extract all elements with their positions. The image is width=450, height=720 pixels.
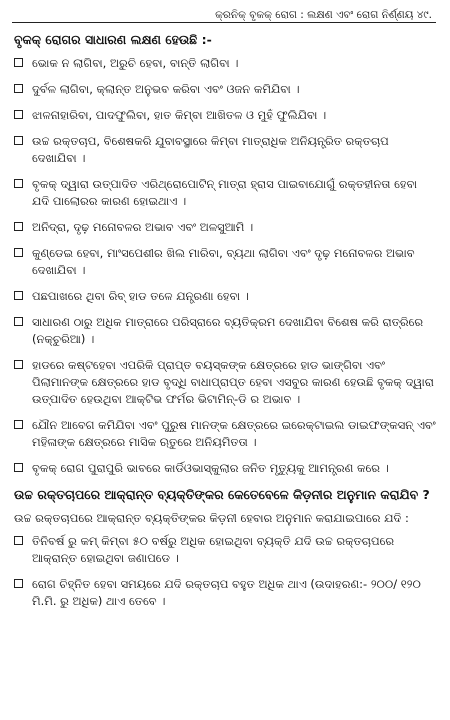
checkbox-icon <box>14 222 23 231</box>
list-item <box>12 533 436 567</box>
list-item-text: ହାଡରେ କଷ୍ଟହେବା ଏପରିକି ପ୍ରାପ୍ତ ବୟସ୍କଙ୍କ କ୍ଷେତ୍ରରେ ହାଡ ଭାଙ୍ଗିବା ଏବଂ ପିଲାମାନଙ୍କ କ୍ଷେତ୍ରରେ ହାଡ ବୃଦ୍ଧି ବାଧାପ୍ରାପ୍ତ ହେବା ଏସବୁର କାରଣ ହେଉଛି ବୃକକ୍ ଦ୍ୱାରା ଉତ୍ପାଦିତ ହେଉଥିବା ଆକ୍ଟିଭ ଫର୍ମର ଭିଟାମିନ୍-ଡି ର ଅଭାବ । <box>32 358 434 406</box>
list-item-text: ଭୋକ ନ ଲାଗିବା, ଅରୁଚି ହେବା, ବାନ୍ତି ଲାଗିବା । <box>32 56 239 70</box>
hypertension-list <box>12 533 436 610</box>
hypertension-heading: ଉଚ୍ଚ ରକ୍ତଚାପରେ ଆକ୍ରାନ୍ତ ବ୍ୟକ୍ତିଙ୍କର କେତେବେଳେ କିଡ଼ନୀର ଅନୁମାନ କରାଯିବ ? <box>14 487 430 502</box>
list-item-text: କୁଣ୍ଡେଇ ହେବା, ମାଂସପେଶୀର ଖିଲ ମାରିବା, ବ୍ୟଥା ଲାଗିବା ଏବଂ ଦୃଢ଼ ମନୋବଳର ଅଭାବ ଦେଖାଯିବା । <box>32 246 415 277</box>
checkbox-icon <box>14 84 23 93</box>
list-item-text: ଝାଳନାହାରିବା, ପାଦଫୁଲିବା, ହାତ କିମ୍ବା ଆଖିତଳ ଓ ମୁହଁ ଫୁଲିଯିବା । <box>32 108 327 122</box>
list-item <box>12 460 436 477</box>
list-item <box>12 81 436 98</box>
checkbox-icon <box>14 248 23 257</box>
hypertension-section <box>12 486 436 610</box>
list-item-text: ତିନିବର୍ଷ ରୁ କମ୍ କିମ୍ବା ୫୦ ବର୍ଷରୁ ଅଧିକ ହୋଇଥିବା ବ୍ୟକ୍ତି ଯଦି ଉଚ୍ଚ ରକ୍ତଚାପରେ ଆକ୍ରାନ୍ତ ହୋଇଥିବା ଜଣାପଡେ । <box>32 534 395 565</box>
list-item-text: ପଛପାଖରେ ଥିବା ରିବ୍ ହାଡ ତଳେ ଯନ୍ତ୍ରଣା ହେବା । <box>32 289 249 303</box>
list-item <box>12 219 436 236</box>
list-item <box>12 357 436 408</box>
symptoms-list <box>12 55 436 477</box>
list-item-text: ଉଚ୍ଚ ରକ୍ତଚାପ, ବିଶେଷକରି ଯୁବାବସ୍ଥାରେ କିମ୍ବା ମାତ୍ରାଧିକ ଅନିୟନ୍ତ୍ରିତ ରକ୍ତଚାପ ଦେଖାଯିବା । <box>32 134 389 165</box>
list-item-text: ସାଧାରଣ ଠାରୁ ଅଧିକ ମାତ୍ରାରେ ପରିସ୍ରାରେ ବ୍ୟତିକ୍ରମ ଦେଖାଯିବା ବିଶେଷ କରି ରାତ୍ରିରେ (ନକ୍ଚୁରିଆ) । <box>32 315 424 346</box>
symptoms-heading: ବୃକକ୍ ରୋଗର ସାଧାରଣ ଲକ୍ଷଣ ହେଉଛି :- <box>14 32 212 47</box>
list-item <box>12 576 436 610</box>
checkbox-icon <box>14 110 23 119</box>
list-item-text: ବୃକକ୍ ଦ୍ୱାରା ଉତ୍ପାଦିତ ଏରିଥ୍ରୋପୋଟିନ୍ ମାତ୍ରା ହ୍ରାସ ପାଇବାଯୋଗୁଁ ରକ୍ତହୀନତା ହେବା ଯଦି ପାଲୋରର କାରଣ ହୋଇଥାଏ । <box>32 177 418 208</box>
checkbox-icon <box>14 179 23 188</box>
list-item <box>12 245 436 279</box>
checkbox-icon <box>14 536 23 545</box>
running-header: କ୍ରନିକ୍ ବୃକକ୍ ରୋଗ : ଲକ୍ଷଣ ଏବଂ ରୋଗ ନିର୍ଣ୍ଣୟ ୪୯. <box>215 9 432 21</box>
checkbox-icon <box>14 360 23 369</box>
list-item-text: ଦୁର୍ବଳ ଲାଗିବା, କ୍ଲାନ୍ତ ଅନୁଭବ କରିବା ଏବଂ ଓଜନ କମିଯିବା । <box>32 82 300 96</box>
checkbox-icon <box>14 136 23 145</box>
list-item <box>12 176 436 210</box>
checkbox-icon <box>14 317 23 326</box>
checkbox-icon <box>14 291 23 300</box>
list-item <box>12 107 436 124</box>
list-item <box>12 288 436 305</box>
checkbox-icon <box>14 579 23 588</box>
header-rule <box>12 22 436 23</box>
list-item-text: ରୋଗ ଚିହ୍ନିତ ହେବା ସମୟରେ ଯଦି ରକ୍ତଚାପ ବହୁତ ଅଧିକ ଥାଏ (ଉଦାହରଣ:- ୨୦୦/ ୧୨୦ ମି.ମି. ରୁ ଅଧିକ) ଥାଏ ତେବେ । <box>32 577 421 608</box>
list-item-text: ଯୌନ ଆବେଗ କମିଯିବା ଏବଂ ପୁରୁଷ ମାନଙ୍କ କ୍ଷେତ୍ରରେ ଇରେକ୍ଟାଇଲ ଡାଇଫଙ୍କସନ୍ ଏବଂ ମହିଳାଙ୍କ କ୍ଷେତ୍ରରେ ମାସିକ ଋତୁରେ ଅନିୟମିତତା । <box>32 418 436 449</box>
checkbox-icon <box>14 463 23 472</box>
checkbox-icon <box>14 58 23 67</box>
hypertension-lead: ଉଚ୍ଚ ରକ୍ତଚାପରେ ଆକ୍ରାନ୍ତ ବ୍ୟକ୍ତିଙ୍କର କିଡ଼ନୀ ହେବାର ଅନୁମାନ କରାଯାଇପାରେ ଯଦି : <box>14 511 409 525</box>
list-item-text: ବୃକକ୍ ରୋଗ ପୁରାପୁରି ଭାବରେ କାର୍ଡିଓଭାସ୍କୁଲାର ଜନିତ ମୃତ୍ୟୁକୁ ଆମନ୍ତ୍ରଣ କରେ । <box>32 461 389 475</box>
checkbox-icon <box>14 420 23 429</box>
list-item <box>12 55 436 72</box>
list-item <box>12 314 436 348</box>
list-item-text: ଅନିଦ୍ରା, ଦୃଢ଼ ମନୋବଳର ଅଭାବ ଏବଂ ଅଳସୁଆମି । <box>32 220 254 234</box>
list-item <box>12 133 436 167</box>
list-item <box>12 417 436 451</box>
